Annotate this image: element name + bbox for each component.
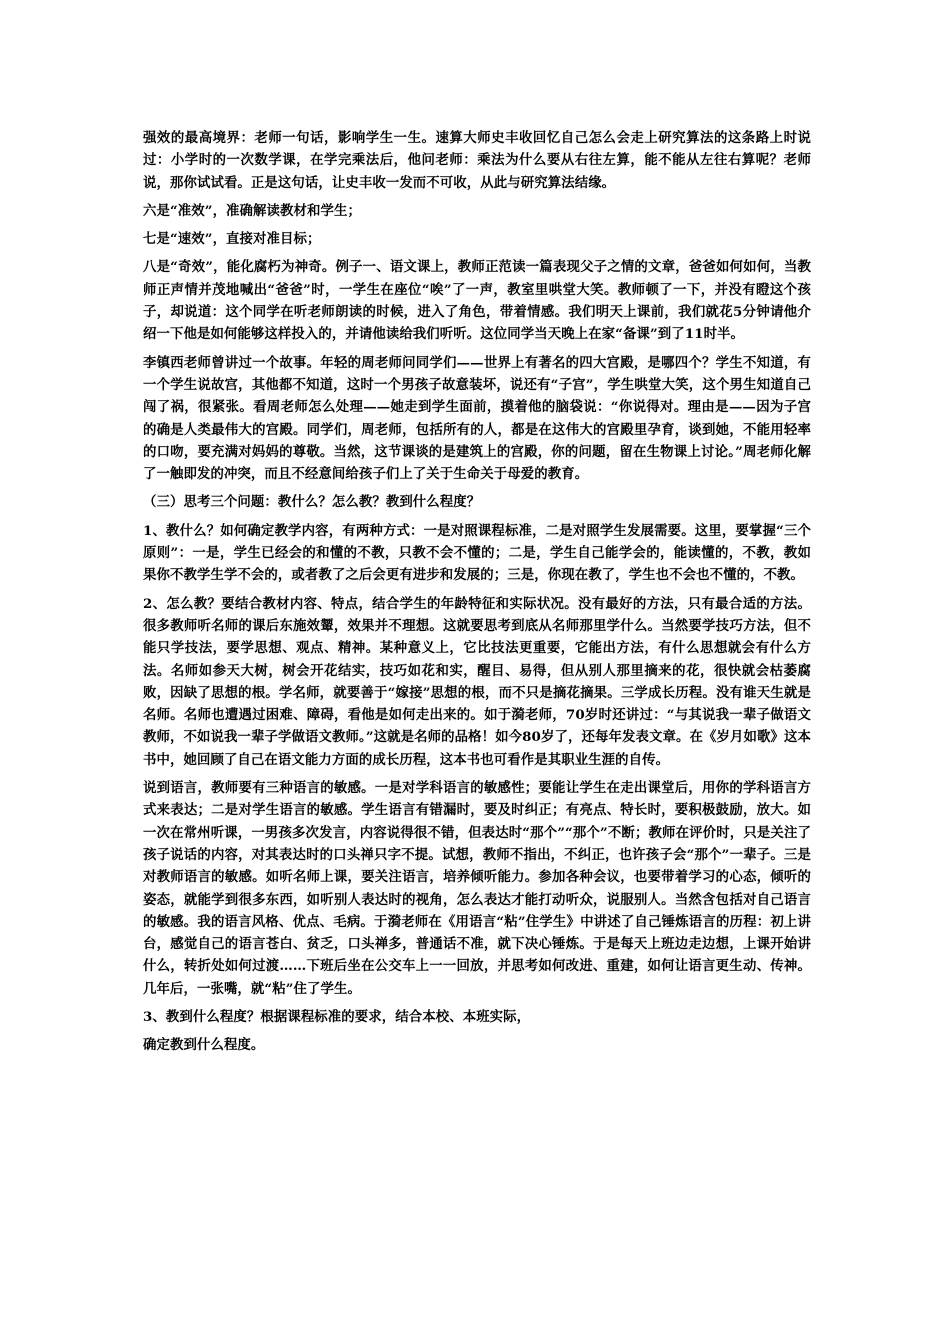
document-page bbox=[143, 127, 811, 1057]
paragraph-teaching-extent-end: 确定教到什么程度。 bbox=[143, 1037, 265, 1054]
paragraph-point-seven: 七是“速效”，直接对准目标； bbox=[143, 231, 321, 248]
paragraph-how-to-teach: 2、怎么教？要结合教材内容、特点，结合学生的年龄特征和实际状况。没有最好的方法，只有最合适的方法。很多教师听名师的课后东施效颦，效果并不理想。这就要思考到底从名师那里学什么。当然要学技巧方法，但不能只学技法，要学思想、观点、精神。某种意义上，它比技法更重要，它能出方法，有什么思想就会有什么方法。名师如参天大树，树会开花结实，技巧如花和实，醒目、易得，但从别人那里摘来的花，很快就会枯萎腐败，因缺了思想的根。学名师，就要善于“嫁接”思想的根，而不只是摘花摘果。三学成长历程。没有谁天生就是名师。名师也遭遇过困难、障碍，看他是如何走出来的。如于漪老师，70岁时还讲过：“与其说我一辈子做语文教师，不如说我一辈子学做语文教师。”这就是名师的品格！如今80岁了，还每年发表文章。在《岁月如歌》这本书中，她回顾了自己在语文能力方面的成长历程，这本书也可看作是其职业生涯的自传。 bbox=[143, 595, 811, 768]
paragraph-point-six: 六是“准效”，准确解读教材和学生； bbox=[143, 202, 361, 219]
paragraph-strong-effect: 强效的最高境界：老师一句话，影响学生一生。速算大师史丰收回忆自己怎么会走上研究算法的这条路上时说过：小学时的一次数学课，在学完乘法后，他问老师：乘法为什么要从右往左算，能不能从左往右算呢？老师说，那你试试看。正是这句话，让史丰收一发而不可收，从此与研究算法结缘。 bbox=[143, 130, 811, 191]
paragraph-what-to-teach: 1、教什么？如何确定教学内容，有两种方式：一是对照课程标准，二是对照学生发展需要。这里，要掌握“三个原则”：一是，学生已经会的和懂的不教，只教不会不懂的；二是，学生自己能学会的，能读懂的，不教，教如果你不教学生学不会的，或者教了之后会更有进步和发展的；三是，你现在教了，学生也不会也不懂的，不教。 bbox=[143, 522, 811, 584]
paragraph-point-eight: 八是“奇效”，能化腐朽为神奇。例子一、语文课上，教师正范读一篇表现父子之情的文章，爸爸如何如何，当教师正声情并茂地喊出“爸爸”时，一学生在座位“唉”了一声，教室里哄堂大笑。教师顿了一下，并没有瞪这个孩子，却说道：这个同学在听老师朗读的时候，进入了角色，带着情感。我们明天上课前，我们就花5分钟请他介绍一下他是如何能够这样投入的，并请他读给我们听听。这位同学当天晚上在家“备课”到了11时半。 bbox=[143, 259, 811, 343]
paragraph-li-zhenxi-story: 李镇西老师曾讲过一个故事。年轻的周老师问同学们——世界上有著名的四大宫殿，是哪四个？学生不知道，有一个学生说故宫，其他都不知道，这时一个男孩子故意装坏，说还有“子宫”，学生哄堂大笑，这个男生知道自己闯了祸，很紧张。看周老师怎么处理——她走到学生面前，摸着他的脑袋说：“你说得对。理由是——因为子宫的确是人类最伟大的宫殿。同学们，周老师，包括所有的人，都是在这伟大的宫殿里孕育，谈到她，不能用轻率的口吻，要充满对妈妈的尊敬。当然，这节课谈的是建筑上的宫殿，你的问题，留在生物课上讨论。”周老师化解了一触即发的冲突，而且不经意间给孩子们上了关于生命关于母爱的教育。 bbox=[143, 354, 811, 483]
paragraph-teaching-extent: 3、教到什么程度？根据课程标准的要求，结合本校、本班实际， bbox=[143, 1008, 531, 1025]
section-heading-three-questions: （三）思考三个问题：教什么？怎么教？教到什么程度？ bbox=[143, 494, 481, 511]
paragraph-language-sensitivity: 说到语言，教师要有三种语言的敏感。一是对学科语言的敏感性；要能让学生在走出课堂后，用你的学科语言方式来表达；二是对学生语言的敏感。学生语言有错漏时，要及时纠正；有亮点、特长时，要积极鼓励，放大。如一次在常州听课，一男孩多次发言，内容说得很不错，但表达时“那个”“那个”不断；教师在评价时，只是关注了孩子说话的内容，对其表达时的口头禅只字不提。试想，教师不指出，不纠正，也许孩子会“那个”一辈子。三是对教师语言的敏感。如听名师上课，要关注语言，培养倾听能力。参加各种会议，也要带着学习的心态，倾听的姿态，就能学到很多东西，如听别人表达时的视角，怎么表达才能打动听众，说服别人。当然含包括对自己语言的敏感。我的语言风格、优点、毛病。于漪老师在《用语言“粘”住学生》中讲述了自己锤炼语言的历程：初上讲台，感觉自己的语言苍白、贫乏，口头禅多，普通话不准，就下决心锤炼。于是每天上班边走边想，上课开始讲什么，转折处如何过渡……下班后坐在公交车上一一回放，并思考如何改进、重建，如何让语言更生动、传神。几年后，一张嘴，就“粘”住了学生。 bbox=[143, 780, 811, 997]
